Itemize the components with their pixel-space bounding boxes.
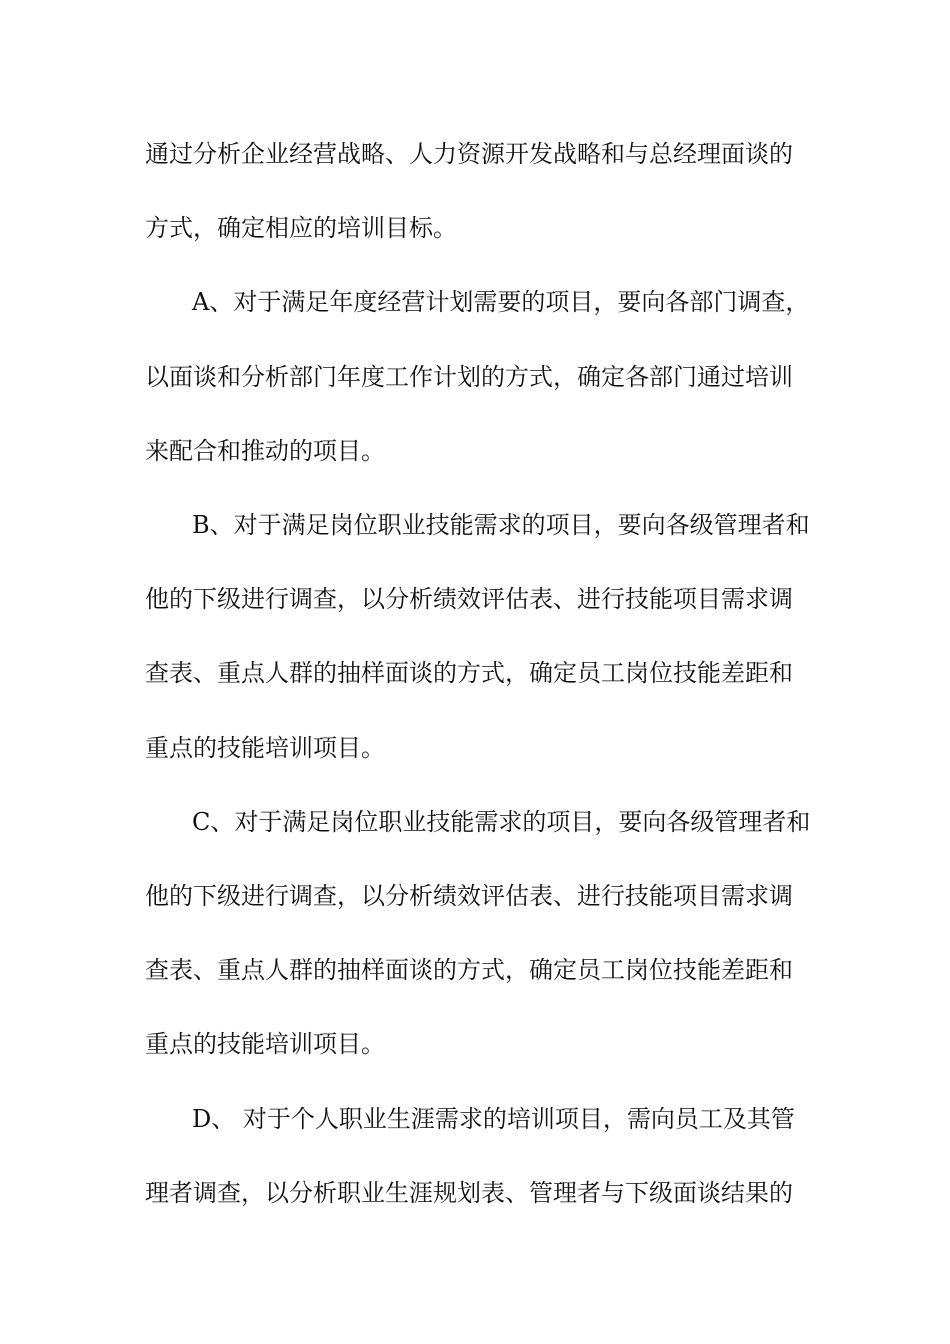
paragraph-c-first-line: C、对于满足岗位职业技能需求的项目，要向各级管理者和: [192, 808, 811, 836]
text-line: 查表、重点人群的抽样面谈的方式，确定员工岗位技能差距和: [145, 659, 793, 687]
text-line: 通过分析企业经营战略、人力资源开发战略和与总经理面谈的: [145, 140, 793, 168]
paragraph-a-first-line: A、对于满足年度经营计划需要的项目，要向各部门调查，: [192, 288, 810, 316]
text-line: 以面谈和分析部门年度工作计划的方式，确定各部门通过培训: [145, 363, 793, 391]
text-line: 方式，确定相应的培训目标。: [145, 214, 457, 242]
text-line: 来配合和推动的项目。: [145, 437, 385, 465]
text-line: 理者调查，以分析职业生涯规划表、管理者与下级面谈结果的: [145, 1179, 793, 1207]
text-line: 他的下级进行调查，以分析绩效评估表、进行技能项目需求调: [145, 882, 793, 910]
paragraph-d-first-line: D、 对于个人职业生涯需求的培训项目，需向员工及其管: [192, 1105, 795, 1133]
text-line: 重点的技能培训项目。: [145, 734, 385, 762]
paragraph-b-first-line: B、对于满足岗位职业技能需求的项目，要向各级管理者和: [192, 511, 810, 539]
text-line: 查表、重点人群的抽样面谈的方式，确定员工岗位技能差距和: [145, 956, 793, 984]
text-line: 他的下级进行调查，以分析绩效评估表、进行技能项目需求调: [145, 585, 793, 613]
text-line: 重点的技能培训项目。: [145, 1030, 385, 1058]
